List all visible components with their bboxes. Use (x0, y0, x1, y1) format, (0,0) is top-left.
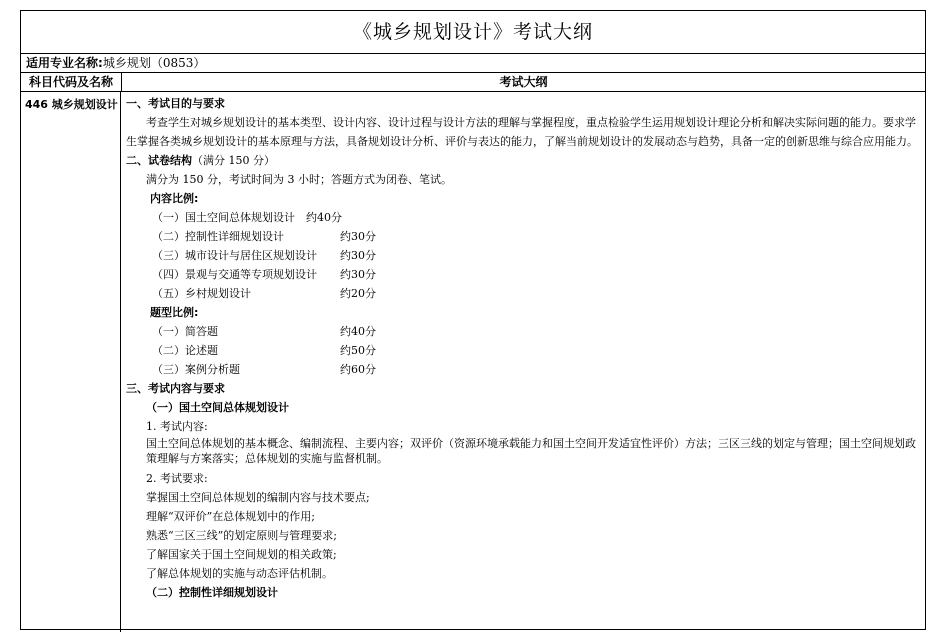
item-pct: 约40分 (306, 211, 342, 224)
section-2-heading: 二、试卷结构 (126, 154, 192, 167)
requirement-item: 熟悉“三区三线”的划定原则与管理要求; (146, 529, 337, 542)
requirement-label: 2. 考试要求: (146, 472, 208, 485)
type-ratio-label: 题型比例: (150, 306, 199, 319)
item-pct: 约40分 (340, 325, 376, 338)
page-title: 《城乡规划设计》考试大纲 (21, 11, 925, 54)
syllabus-sheet (20, 10, 926, 630)
item-pct: 约50分 (340, 344, 376, 357)
item-name: （二）控制性详细规划设计 (152, 230, 284, 243)
type-ratio-list (126, 322, 919, 379)
requirement-item: 了解国家关于国土空间规划的相关政策; (146, 548, 337, 561)
item-name: （三）城市设计与居住区规划设计 (152, 249, 317, 262)
section-1-text: 考查学生对城乡规划设计的基本类型、设计内容、设计过程与设计方法的理解与掌握程度，重点检验学生运用规划设计理论分析和解决实际问题的能力。要求学生掌握各类城乡规划设计的基本原理与方法，具备规划设计分析、评价与表达的能力，了解当前规划设计的发展动态与趋势，具备一定的创新思维与综合应用能力。 (126, 116, 918, 148)
subject-code-header: 科目代码及名称 (21, 73, 122, 91)
item-pct: 约60分 (340, 363, 376, 376)
table-header (21, 73, 925, 92)
content-text: 国土空间总体规划的基本概念、编制流程、主要内容；双评价（资源环境承载能力和国土空间开发适宜性评价）方法；三区三线的划定与管理；国土空间规划政策理解与方案落实；总体规划的实施与监督机制。 (146, 437, 916, 465)
section-2-text: 满分为 150 分，考试时间为 3 小时；答题方式为闭卷、笔试。 (146, 173, 452, 186)
item-pct: 约30分 (340, 268, 376, 281)
list-item (126, 246, 919, 265)
list-item (126, 265, 919, 284)
content-ratio-list (126, 208, 919, 303)
requirement-item: 掌握国土空间总体规划的编制内容与技术要点; (146, 491, 370, 504)
item-name: （二）论述题 (152, 344, 218, 357)
section-3-title: 三、考试内容与要求 (126, 382, 225, 395)
table-body (21, 92, 925, 632)
list-item (126, 208, 919, 227)
item-name: （三）案例分析题 (152, 363, 240, 376)
section-2-score: （满分 150 分） (192, 154, 275, 167)
list-item (126, 227, 919, 246)
list-item (126, 322, 919, 341)
section-2-title (126, 151, 919, 170)
content-ratio-label: 内容比例: (150, 192, 199, 205)
outline-cell (121, 92, 925, 632)
section-1-title: 一、考试目的与要求 (126, 97, 225, 110)
item-pct: 约30分 (340, 249, 376, 262)
item-pct: 约20分 (340, 287, 376, 300)
item-name: （四）景观与交通等专项规划设计 (152, 268, 317, 281)
subsection-2-title: （二）控制性详细规划设计 (146, 586, 278, 599)
list-item (126, 341, 919, 360)
content-label: 1. 考试内容: (146, 420, 208, 433)
list-item (126, 284, 919, 303)
item-name: （一）国土空间总体规划设计 (152, 211, 295, 224)
requirement-item: 理解“双评价”在总体规划中的作用; (146, 510, 315, 523)
major-label: 适用专业名称: (26, 56, 103, 70)
list-item (126, 360, 919, 379)
item-name: （五）乡村规划设计 (152, 287, 251, 300)
outline-header: 考试大纲 (499, 75, 548, 89)
subsection-1-title: （一）国土空间总体规划设计 (146, 401, 289, 414)
subject-cell: 446 城乡规划设计 (21, 92, 121, 632)
requirement-item: 了解总体规划的实施与动态评估机制。 (146, 567, 333, 580)
item-pct: 约30分 (340, 230, 376, 243)
item-name: （一）简答题 (152, 325, 218, 338)
major-value: 城乡规划（0853） (102, 56, 206, 70)
major-row (21, 54, 925, 73)
